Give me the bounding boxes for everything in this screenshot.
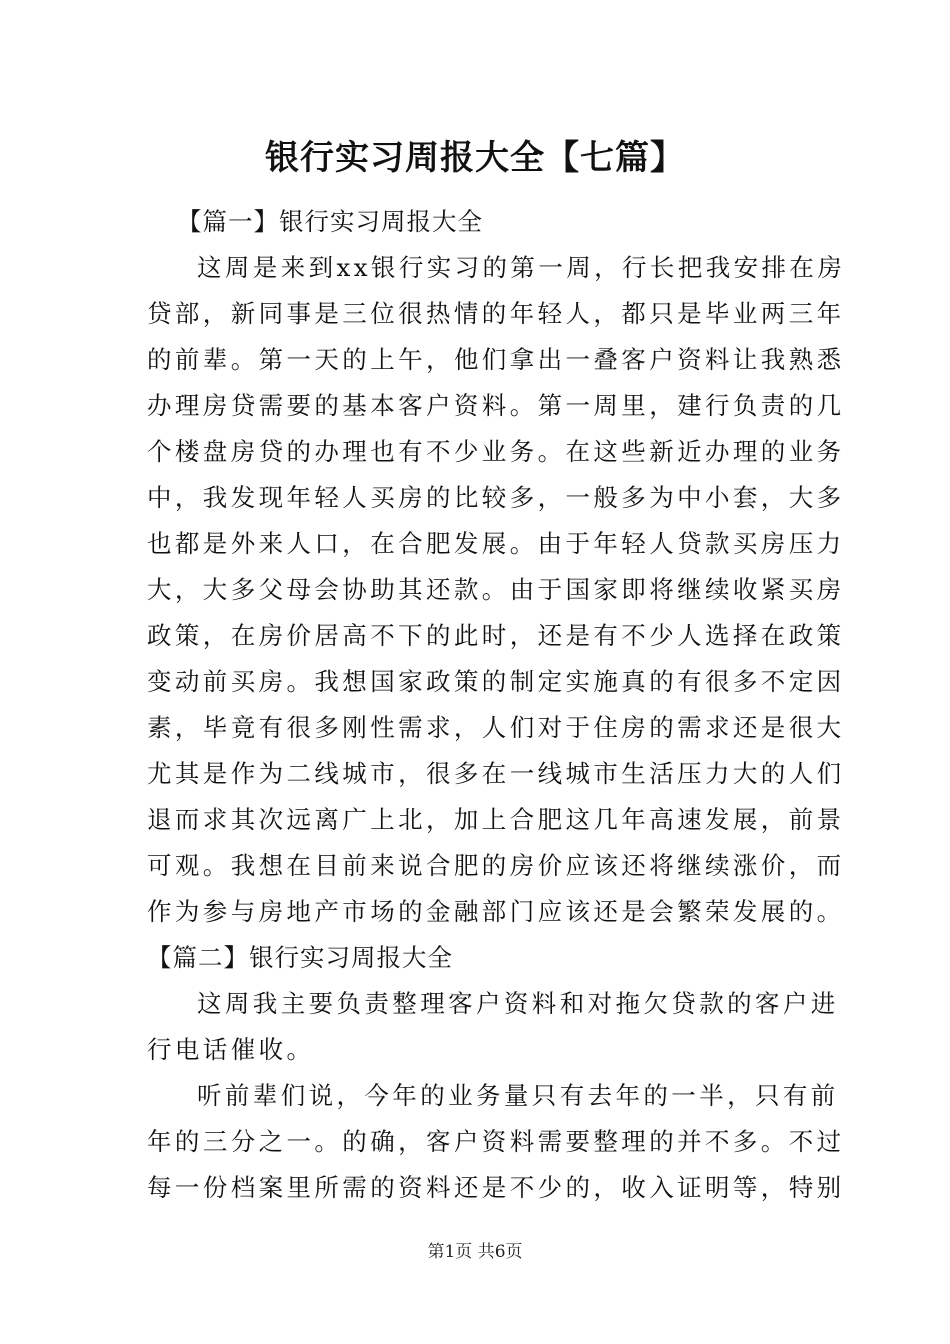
paragraph-line: 尤其是作为二线城市，很多在一线城市生活压力大的人们 — [147, 759, 845, 788]
page-footer: 第1页 共6页 — [427, 1242, 523, 1262]
paragraph-line: 政策，在房价居高不下的此时，还是有不少人选择在政策 — [147, 621, 845, 650]
section-heading-2: 【篇二】银行实习周报大全 — [147, 943, 453, 972]
paragraph-line: 变动前买房。我想国家政策的制定实施真的有很多不定因 — [147, 667, 845, 696]
paragraph-line: 退而求其次远离广上北，加上合肥这几年高速发展，前景 — [147, 805, 845, 834]
paragraph-line: 也都是外来人口，在合肥发展。由于年轻人贷款买房压力 — [147, 529, 845, 558]
paragraph-line: 行电话催收。 — [147, 1035, 315, 1064]
paragraph-line: 可观。我想在目前来说合肥的房价应该还将继续涨价，而 — [147, 851, 845, 880]
paragraph-line: 个楼盘房贷的办理也有不少业务。在这些新近办理的业务 — [147, 437, 845, 466]
paragraph-line: 听前辈们说，今年的业务量只有去年的一半，只有前 — [197, 1081, 839, 1110]
section-heading-1: 【篇一】银行实习周报大全 — [177, 207, 483, 236]
paragraph-line: 每一份档案里所需的资料还是不少的，收入证明等，特别 — [147, 1173, 845, 1202]
paragraph-line: 的前辈。第一天的上午，他们拿出一叠客户资料让我熟悉 — [147, 345, 845, 374]
paragraph-line: 这周是来到xx银行实习的第一周，行长把我安排在房 — [197, 253, 846, 282]
paragraph-line: 作为参与房地产市场的金融部门应该还是会繁荣发展的。 — [147, 897, 845, 926]
document-title: 银行实习周报大全【七篇】 — [265, 138, 685, 178]
paragraph-line: 素，毕竟有很多刚性需求，人们对于住房的需求还是很大 — [147, 713, 845, 742]
paragraph-line: 贷部，新同事是三位很热情的年轻人，都只是毕业两三年 — [147, 299, 845, 328]
paragraph-line: 中，我发现年轻人买房的比较多，一般多为中小套，大多 — [147, 483, 845, 512]
paragraph-line: 这周我主要负责整理客户资料和对拖欠贷款的客户进 — [197, 989, 839, 1018]
paragraph-line: 办理房贷需要的基本客户资料。第一周里，建行负责的几 — [147, 391, 845, 420]
paragraph-line: 大，大多父母会协助其还款。由于国家即将继续收紧买房 — [147, 575, 845, 604]
paragraph-line: 年的三分之一。的确，客户资料需要整理的并不多。不过 — [147, 1127, 845, 1156]
